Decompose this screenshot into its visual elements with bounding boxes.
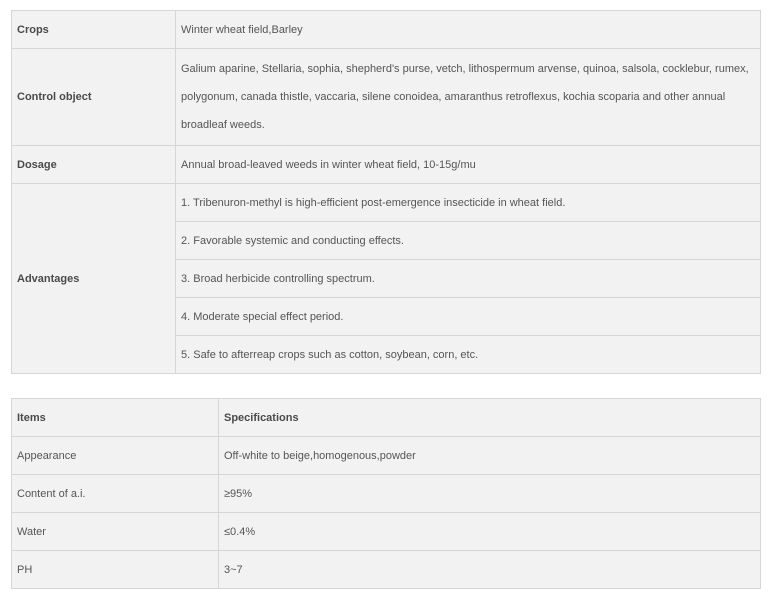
dosage-row (12, 146, 761, 184)
specifications-header: Specifications (219, 399, 761, 437)
spec-value: 3~7 (219, 551, 761, 589)
crops-label: Crops (12, 11, 176, 49)
advantage-item: 5. Safe to afterreap crops such as cotton, soybean, corn, etc. (176, 336, 761, 374)
product-info-table (11, 10, 761, 374)
control-object-label: Control object (12, 49, 176, 146)
spec-value: ≥95% (219, 475, 761, 513)
table-row (12, 437, 761, 475)
dosage-label: Dosage (12, 146, 176, 184)
advantages-label: Advantages (12, 184, 176, 374)
control-object-row (12, 49, 761, 146)
control-object-value: Galium aparine, Stellaria, sophia, shepherd's purse, vetch, lithospermum arvense, quinoa, salsola, cocklebur, rumex, polygonum, canada thistle, vaccaria, silene conoidea, amaranthus retroflexus, kochia scoparia and other annual broadleaf weeds. (176, 49, 761, 146)
items-header: Items (12, 399, 219, 437)
table-row (12, 475, 761, 513)
specs-header-row (12, 399, 761, 437)
crops-value: Winter wheat field,Barley (176, 11, 761, 49)
advantage-item: 1. Tribenuron-methyl is high-efficient post-emergence insecticide in wheat field. (176, 184, 761, 222)
advantage-item: 4. Moderate special effect period. (176, 298, 761, 336)
spec-item: Water (12, 513, 219, 551)
spec-item: PH (12, 551, 219, 589)
spec-value: ≤0.4% (219, 513, 761, 551)
spec-item: Appearance (12, 437, 219, 475)
advantage-item: 3. Broad herbicide controlling spectrum. (176, 260, 761, 298)
dosage-value: Annual broad-leaved weeds in winter wheat field, 10-15g/mu (176, 146, 761, 184)
spec-value: Off-white to beige,homogenous,powder (219, 437, 761, 475)
advantage-item: 2. Favorable systemic and conducting effects. (176, 222, 761, 260)
table-row (12, 513, 761, 551)
spec-item: Content of a.i. (12, 475, 219, 513)
specifications-table (11, 398, 761, 589)
crops-row (12, 11, 761, 49)
advantages-row (12, 184, 761, 222)
table-row (12, 551, 761, 589)
